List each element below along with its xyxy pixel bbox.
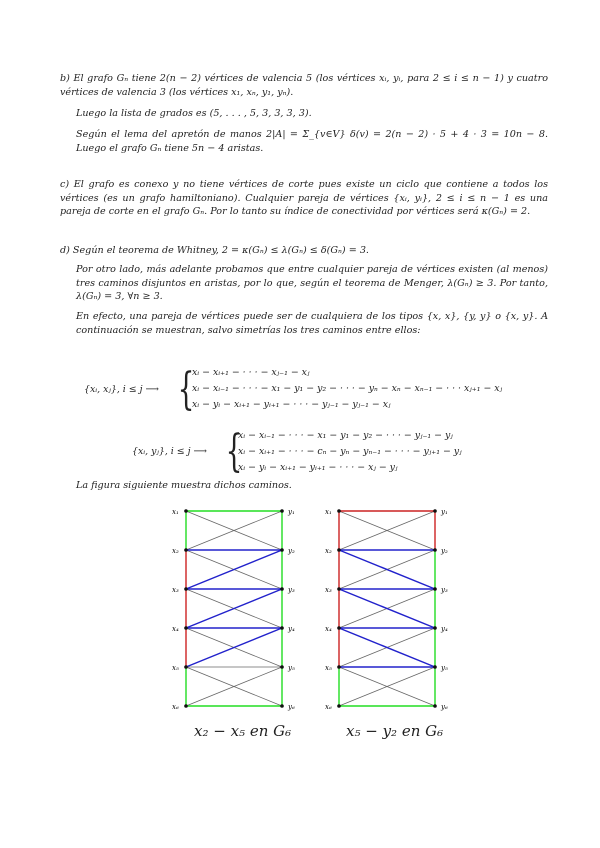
graph-vertex [433,665,437,669]
formula-xy-path-2: xᵢ − xᵢ₊₁ − · · · − cₙ − yₙ − yₙ₋₁ − · · · − yⱼ₊₁ − yⱼ [238,446,462,457]
label-x3: x₃ [325,586,332,594]
item-d: d) Según el teorema de Whitney, 2 = κ(Gₙ) ≤ λ(Gₙ) ≤ δ(Gₙ) = 3. [60,245,369,256]
graph-vertex [184,587,188,591]
formula-xx-path-2: xᵢ − xᵢ₋₁ − · · · − x₁ − y₁ − y₂ − · · · − yₙ − xₙ − xₙ₋₁ − · · · xⱼ₊₁ − xⱼ [192,383,503,394]
item-d-pairs: En efecto, una pareja de vértices puede ser de cualquiera de los tipos {x, x}, {y, y} o {x, y}. A continuación se muestran, salvo simetrías los tres caminos entre ellos: [76,311,548,336]
label-x2: x₂ [325,547,332,555]
label-y1: y₁ [288,508,295,516]
formula-xx-path-3: xᵢ − yᵢ − xᵢ₊₁ − yᵢ₊₁ − · · · − yⱼ₋₁ − yⱼ₋₁ − xⱼ [192,399,391,410]
graph-vertex [280,587,284,591]
label-x6: x₆ [172,703,179,711]
label-y6: y₆ [288,703,295,711]
graph-vertex [280,626,284,630]
graph-vertex [280,704,284,708]
formula-xx-label: {xᵢ, xⱼ}, i ≤ j ⟶ [84,384,159,395]
item-d-menger: Por otro lado, más adelante probamos que entre cualquier pareja de vértices existen (al menos) tres caminos disjuntos en aristas, por lo que, según el teorema de Menger, λ(Gₙ) ≥ 3. Por tanto, λ(Gₙ) = 3, ∀n ≥ 3. [76,264,548,302]
label-y1: y₁ [441,508,448,516]
label-y2: y₂ [288,547,295,555]
item-b: b) El grafo Gₙ tiene 2(n − 2) vértices de valencia 5 (los vértices xᵢ, yᵢ, para 2 ≤ i ≤ n − 1) y cuatro vértices de valencia 3 (los vértices x₁, xₙ, y₁, yₙ). [60,73,548,98]
figure-intro: La figura siguiente muestra dichos caminos. [76,480,292,491]
graph-vertex [184,548,188,552]
caption-graph-2: x₅ − y₂ en G₆ [346,722,444,740]
label-x1: x₁ [172,508,179,516]
graph-vertex [433,626,437,630]
graph-vertex [184,665,188,669]
label-x1: x₁ [325,508,332,516]
graph-vertex [280,509,284,513]
label-y6: y₆ [441,703,448,711]
label-y2: y₂ [441,547,448,555]
formula-xx-path-1: xᵢ − xᵢ₊₁ − · · · − xⱼ₋₁ − xⱼ [192,367,310,378]
label-y3: y₃ [441,586,448,594]
label-x6: x₆ [325,703,332,711]
graph-vertex [337,587,341,591]
graph-x5-y2 [313,500,463,720]
graph-vertex [337,548,341,552]
graph-vertex [337,509,341,513]
graph-vertex [280,665,284,669]
graph-vertex [433,587,437,591]
label-y3: y₃ [288,586,295,594]
formula-xx-brace: { [177,364,195,415]
label-x3: x₃ [172,586,179,594]
label-x4: x₄ [325,625,332,633]
formula-xy-brace: { [225,426,243,477]
graph-vertex [184,704,188,708]
label-x5: x₅ [325,664,332,672]
formula-xy-path-3: xᵢ − yᵢ − xᵢ₊₁ − yᵢ₊₁ − · · · − xⱼ − yⱼ [238,462,398,473]
label-x5: x₅ [172,664,179,672]
label-y4: y₄ [441,625,448,633]
item-b-handshake: Según el lema del apretón de manos 2|A| = Σ_{v∈V} δ(v) = 2(n − 2) · 5 + 4 · 3 = 10n − 8. Luego el grafo Gₙ tiene 5n − 4 aristas. [76,129,548,154]
item-c: c) El grafo es conexo y no tiene vértices de corte pues existe un ciclo que contiene a todos los vértices (es un grafo hamiltoniano). Cualquier pareja de vértices {xᵢ, yᵢ}, 2 ≤ i ≤ n − 1 es una pareja de corte en el grafo Gₙ. Por lo tanto su índice de conectividad por vértices será κ(Gₙ) = 2. [60,179,548,217]
graph-vertex [184,626,188,630]
graph-x2-x5 [160,500,310,720]
formula-xy-label: {xᵢ, yⱼ}, i ≤ j ⟶ [132,446,207,457]
formula-xy-path-1: xᵢ − xᵢ₋₁ − · · · − x₁ − y₁ − y₂ − · · · − yⱼ₋₁ − yⱼ [238,430,453,441]
label-y4: y₄ [288,625,295,633]
label-x2: x₂ [172,547,179,555]
label-y5: y₅ [288,664,295,672]
graph-vertex [433,509,437,513]
graph-vertex [280,548,284,552]
caption-graph-1: x₂ − x₅ en G₆ [194,722,292,740]
graph-vertex [433,548,437,552]
label-x4: x₄ [172,625,179,633]
graph-vertex [337,626,341,630]
graph-vertex [337,704,341,708]
label-y5: y₅ [441,664,448,672]
item-b-degrees: Luego la lista de grados es (5, . . . , 5, 3, 3, 3, 3). [76,108,312,119]
graph-vertex [184,509,188,513]
graph-vertex [433,704,437,708]
graph-vertex [337,665,341,669]
